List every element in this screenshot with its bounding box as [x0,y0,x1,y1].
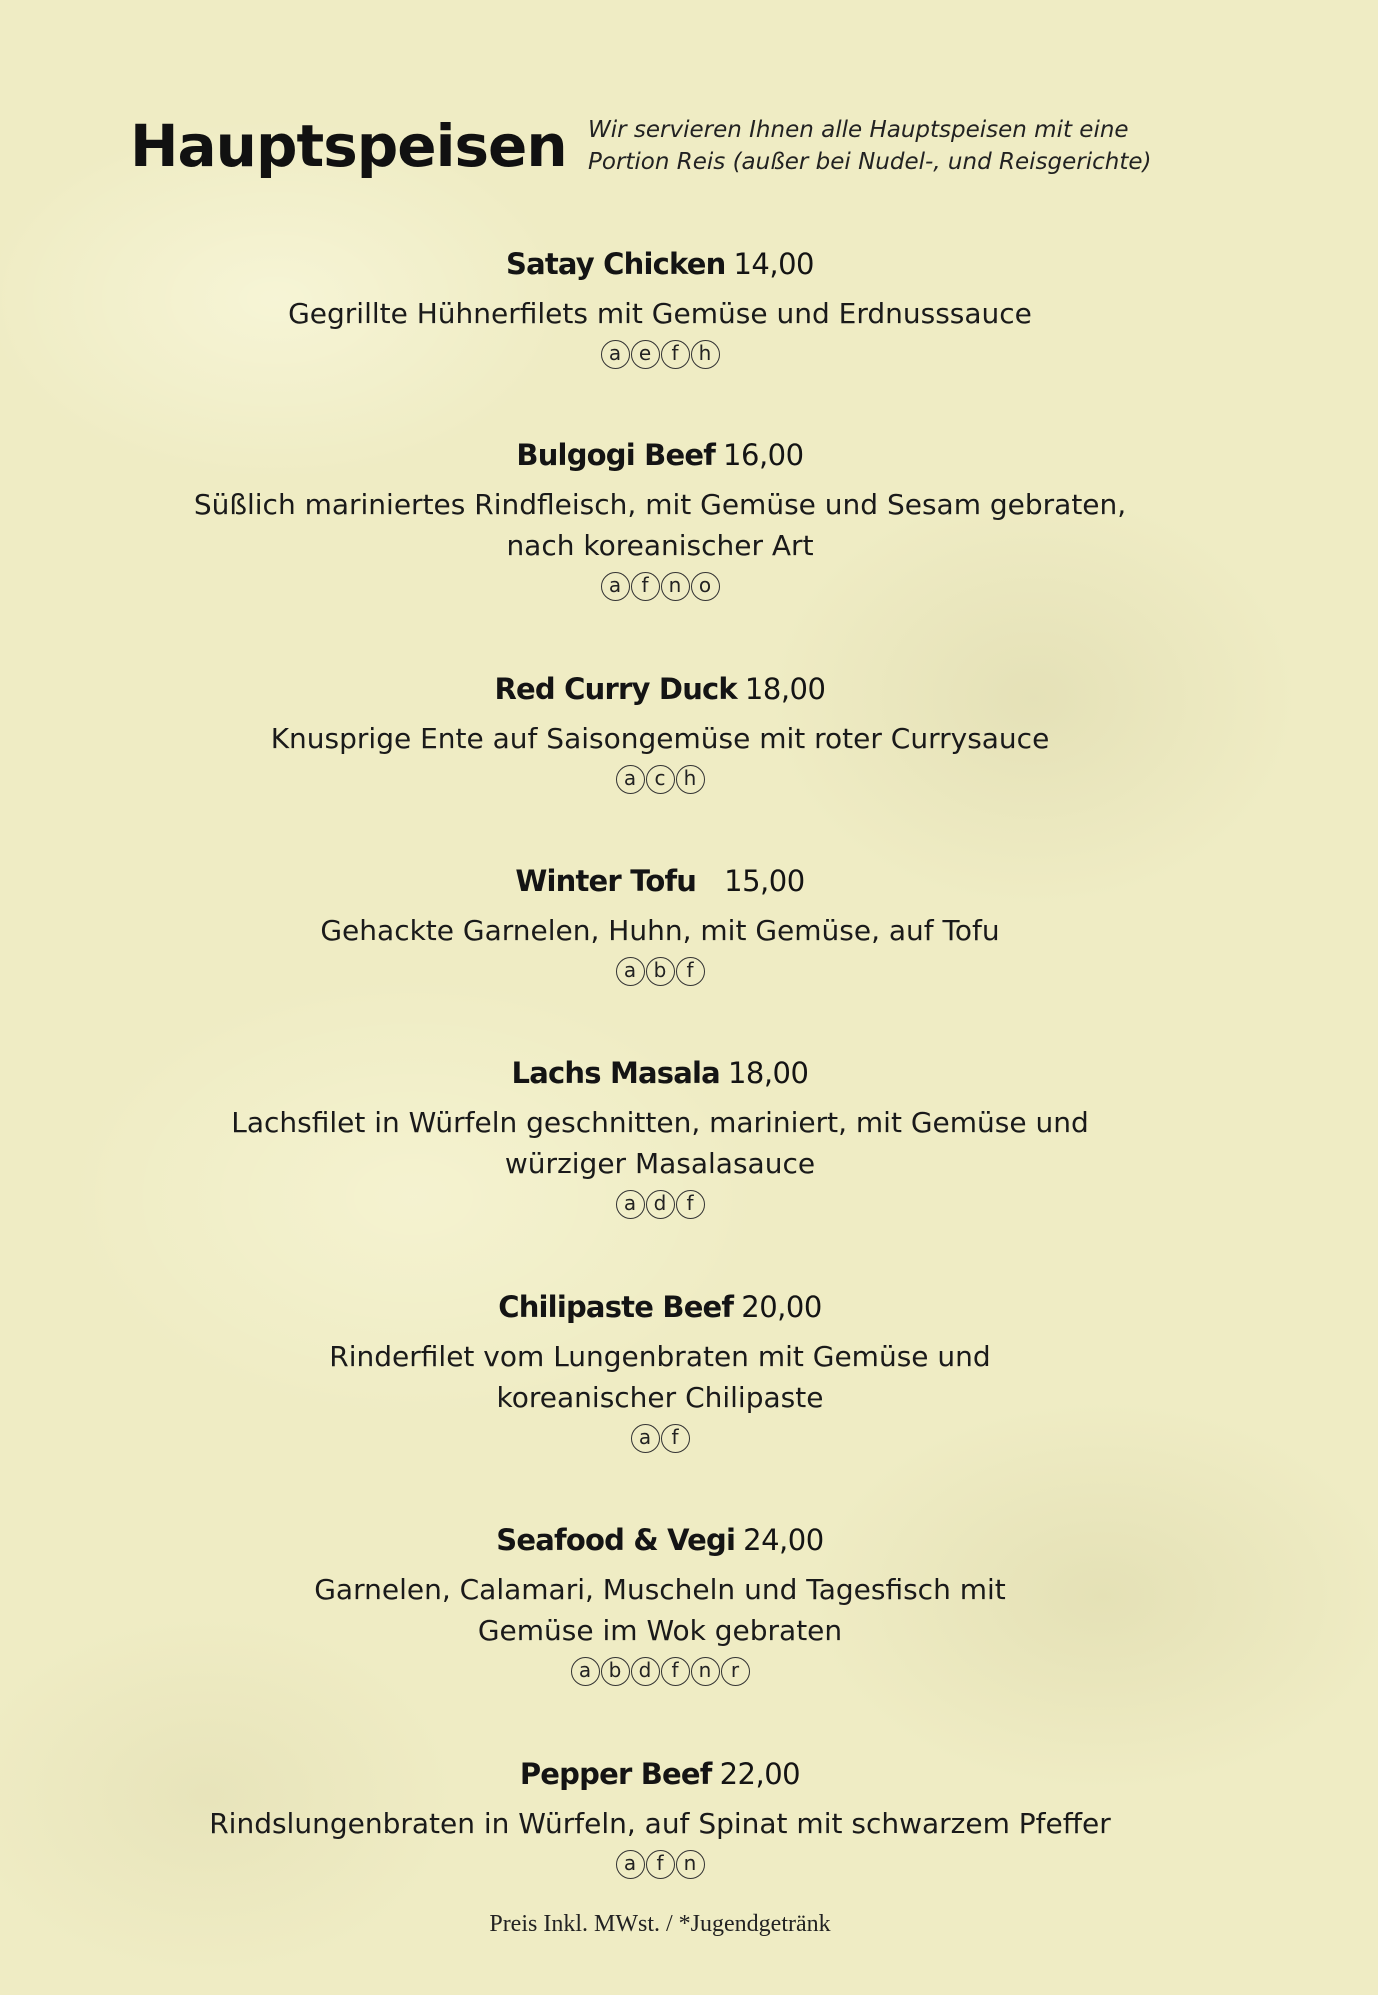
allergen-code-badge: a [616,765,645,794]
dish-description [0,1569,1320,1651]
allergen-code-badge: f [676,1190,705,1219]
allergen-code-badge: c [646,765,675,794]
dish-header [0,670,1320,708]
dish-item [0,245,1320,374]
dish-item [0,1521,1320,1691]
allergen-code-badge: h [676,765,705,794]
allergen-code-badge: a [601,340,630,369]
dish-price: 18,00 [744,672,826,706]
page-title: Hauptspeisen [130,112,567,180]
allergen-code-badge: r [721,1657,750,1686]
dish-header [0,245,1320,283]
allergen-code-badge: o [691,572,720,601]
dish-item [0,1755,1320,1884]
allergen-code-badge: f [631,572,660,601]
allergen-code-badge: a [616,957,645,986]
dish-description-line: Gehackte Garnelen, Huhn, mit Gemüse, auf Tofu [320,914,1000,947]
dish-item [0,1054,1320,1224]
dish-name: Pepper Beef [519,1757,712,1791]
allergen-code-badge: d [631,1657,660,1686]
allergen-list [0,572,1320,606]
allergen-list [0,1657,1320,1691]
dish-description-line: würziger Masalasauce [504,1147,816,1180]
allergen-code-badge: f [661,1657,690,1686]
price-note: Preis Inkl. MWst. / *Jugendgetränk [489,1911,831,1937]
dish-price: 18,00 [727,1056,809,1090]
dish-name: Satay Chicken [505,247,726,281]
dish-name: Winter Tofu [515,864,697,898]
dish-description-line: koreanischer Chilipaste [496,1381,824,1414]
dish-description [0,910,1320,951]
allergen-code-badge: a [571,1657,600,1686]
allergen-code-badge: f [661,340,690,369]
allergen-code-badge: a [601,572,630,601]
dish-description-line: Süßlich mariniertes Rindfleisch, mit Gemüse und Sesam gebraten, [193,488,1127,521]
intro-line: Portion Reis (außer bei Nudel-, und Reisgerichte) [588,149,1152,175]
dish-name: Lachs Masala [511,1056,720,1090]
allergen-code-badge: e [631,340,660,369]
allergen-list [0,1190,1320,1224]
allergen-code-badge: f [661,1424,690,1453]
dish-item [0,862,1320,991]
dish-description-line: Knusprige Ente auf Saisongemüse mit roter Currysauce [270,722,1050,755]
dish-item [0,670,1320,799]
dish-header [0,436,1320,474]
dish-description [0,293,1320,334]
allergen-list [0,957,1320,991]
dish-header [0,1755,1320,1793]
dish-name: Red Curry Duck [494,672,737,706]
dish-description [0,484,1320,566]
allergen-code-badge: f [676,957,705,986]
intro-line: Wir servieren Ihnen alle Hauptspeisen mit eine [588,117,1129,143]
allergen-list [0,1424,1320,1458]
allergen-code-badge: a [631,1424,660,1453]
dish-description-line: Rindslungenbraten in Würfeln, auf Spinat mit schwarzem Pfeffer [209,1807,1111,1840]
dish-header [0,1054,1320,1092]
dish-item [0,1288,1320,1458]
dish-price: 16,00 [723,438,804,472]
dish-description-line: nach koreanischer Art [506,529,814,562]
dish-description-line: Gegrillte Hühnerfilets mit Gemüse und Erdnusssauce [288,297,1032,330]
dish-header [0,862,1320,900]
dish-name: Chilipaste Beef [498,1290,734,1324]
allergen-code-badge: a [616,1190,645,1219]
dish-description-line: Rinderfilet vom Lungenbraten mit Gemüse und [329,1340,991,1373]
dish-description [0,1803,1320,1844]
dish-price: 22,00 [719,1757,801,1791]
dish-name: Seafood & Vegi [496,1523,736,1557]
allergen-list [0,1850,1320,1884]
dish-header [0,1521,1320,1559]
allergen-code-badge: b [601,1657,630,1686]
dish-price: 14,00 [733,247,814,281]
allergen-list [0,340,1320,374]
dish-description-line: Lachsfilet in Würfeln geschnitten, mariniert, mit Gemüse und [231,1106,1089,1139]
dish-price: 20,00 [741,1290,822,1324]
allergen-code-badge: n [661,572,690,601]
allergen-code-badge: n [691,1657,720,1686]
dish-description [0,1336,1320,1418]
dish-header [0,1288,1320,1326]
dish-description-line: Garnelen, Calamari, Muscheln und Tagesfisch mit [314,1573,1006,1606]
dish-name: Bulgogi Beef [516,438,716,472]
dish-item [0,436,1320,606]
dish-price: 24,00 [743,1523,824,1557]
dish-description [0,1102,1320,1184]
allergen-code-badge: d [646,1190,675,1219]
allergen-code-badge: f [646,1850,675,1879]
dish-price: 15,00 [724,864,805,898]
dish-description-line: Gemüse im Wok gebraten [477,1614,843,1647]
allergen-code-badge: b [646,957,675,986]
allergen-code-badge: n [676,1850,705,1879]
dish-description [0,718,1320,759]
allergen-code-badge: a [616,1850,645,1879]
allergen-code-badge: h [691,340,720,369]
allergen-list [0,765,1320,799]
